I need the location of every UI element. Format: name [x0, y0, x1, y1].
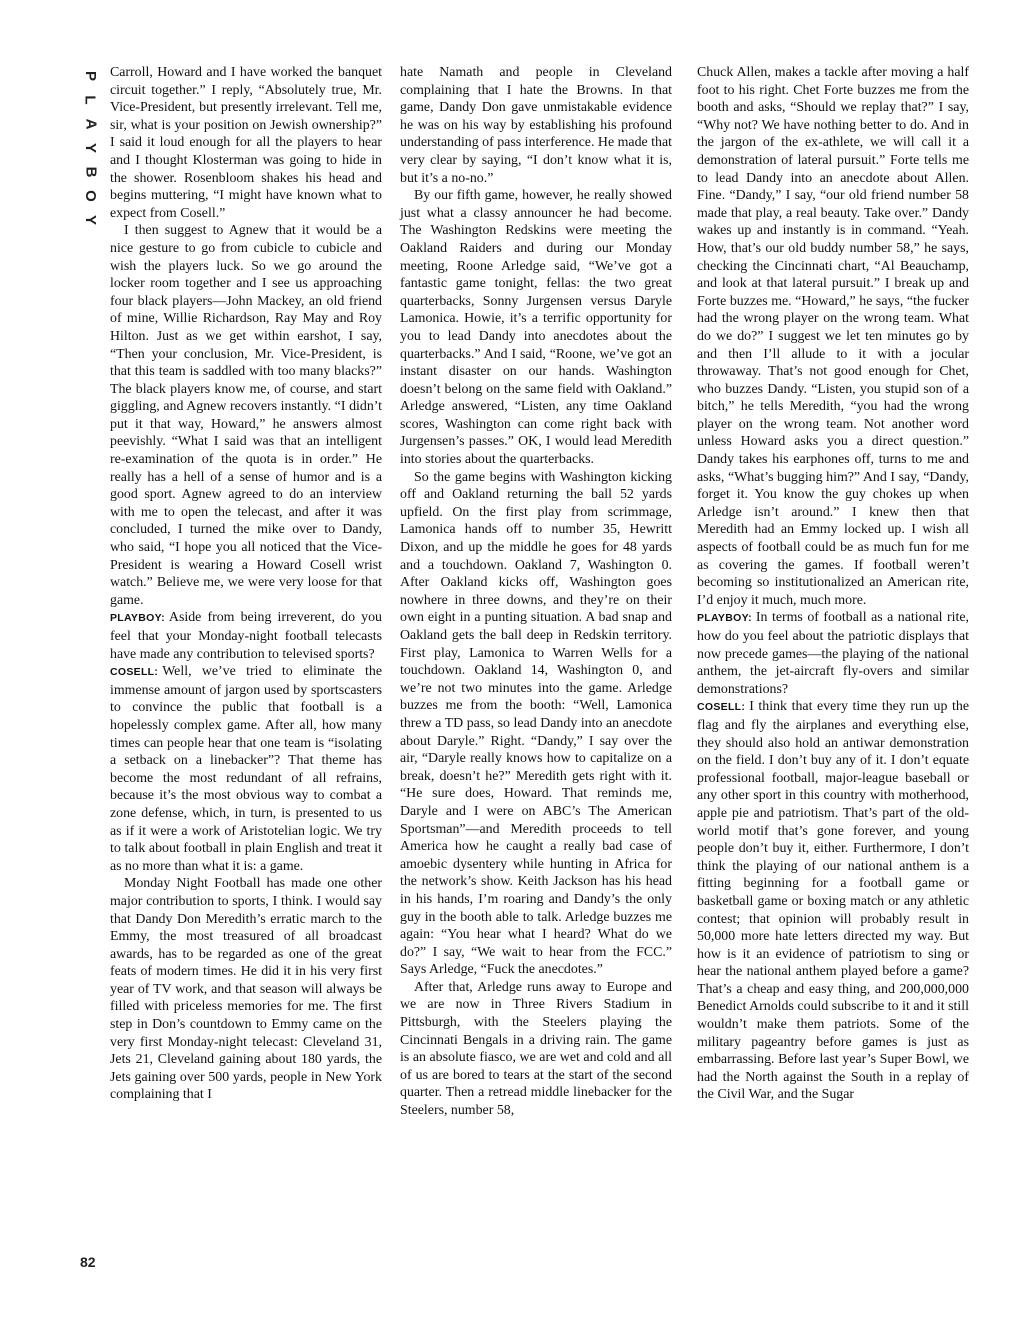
speaker-label: COSELL: [697, 701, 746, 714]
running-head-letter: P [81, 70, 99, 82]
paragraph-text: Aside from being irreverent, do you feel that your Monday-night football telecasts have made any contribution to televised sports? [110, 610, 382, 662]
paragraph-text: I then suggest to Agnew that it would be a nice gesture to go from cubicle to cubicle and wish the players luck. So we go around the locker room together and I see us approaching four black players—John Mackey, an old friend of mine, Willie Richardson, Ray May and Roy Hilton. Just as we get within earshot, I say, “Then your conclusion, Mr. Vice-President, is that this team is saddled with too many blacks?” The black players know me, of course, and start giggling, and Agnew recovers instantly. “I didn’t put it that way, Howard,” he answers almost peevishly. “What I said was that an intelligent re-examination of the quota is in order.” He really has a hell of a sense of humor and is a good sport. Agnew agreed to do an interview with me to open the telecast, and after it was concluded, I turned the mike over to Dandy, who said, “I hope you all noticed that the Vice-President is wearing a Howard Cosell wrist watch.” Believe me, we were very loose for that game. [110, 223, 382, 608]
article-paragraph [400, 979, 672, 1120]
running-head-letter: L [81, 95, 99, 105]
speaker-label: PLAYBOY: [110, 612, 165, 625]
paragraph-text: Carroll, Howard and I have worked the banquet circuit together.” I reply, “Absolutely true, Mr. Vice-President, but presently irrelevant. Tell me, sir, what is your position on Jewish ownership?” I said it loud enough for all the players to hear and I thought Klosterman was going to hide in the shower. Rosenbloom shakes his head and begins muttering, “I might have known what to expect from Cosell.” [110, 65, 382, 221]
paragraph-text: hate Namath and people in Cleveland complaining that I hate the Browns. In that game, Dandy Don gave unmistakable evidence he was on his way by establishing his profound understanding of pass interference. He made that very clear by saying, “I don’t know what it is, but it’s a no-no.” [400, 65, 672, 186]
article-paragraph [400, 187, 672, 469]
article-paragraph [400, 64, 672, 187]
paragraph-text: After that, Arledge runs away to Europe and we are now in Three Rivers Stadium in Pittsburgh, with the Steelers playing the Cincinnati Bengals in a driving rain. The game is an absolute fiasco, we are wet and cold and all of us are bored to tears at the start of the second quarter. Then a retread middle linebacker for the Steelers, number 58, [400, 979, 672, 1119]
speaker-label: COSELL: [110, 666, 159, 679]
interview-exchange [697, 698, 969, 1104]
paragraph-text: Well, we’ve tried to eliminate the immense amount of jargon used by sportscasters to convince the public that football is a hopelessly complex game. After all, how many times can people hear that one team is “isolating a setback on a linebacker”? That theme has become the most redundant of all refrains, because it’s the most obvious way to combat a zone defense, which, in turn, is presented to us as if it were a work of Aristotelian logic. We try to talk about football in plain English and treat it as no more than what it is: a game. [110, 664, 382, 874]
paragraph-text: So the game begins with Washington kicking off and Oakland returning the ball 52 yards upfield. On the first play from scrimmage, Lamonica hands off to number 35, Hewritt Dixon, and up the middle he goes for 48 yards and a touchdown. Oakland 7, Washington 0. After Oakland kicks off, Washington goes nowhere in three downs, and they’re on their own eight in a punting situation. A bad snap and Oakland gets the ball deep in Redskin territory. First play, Lamonica to Warren Wells for a touchdown. Oakland 14, Washington 0, and we’re not two minutes into the game. Arledge buzzes me from the booth: “Well, Lamonica threw a TD pass, so lead Dandy into an anecdote about Daryle.” Right. “Dandy,” I say over the air, “Daryle really knows how to capitalize on a break, doesn’t he?” Meredith gets right with it. “He sure does, Howard. That reminds me, Daryle and I were on ABC’s The American Sportsman”—and Meredith proceeds to tell America how he caught a really bad case of amoebic dysentery while hunting in Africa for the network’s show. Keith Jackson has his head in his hands, I’m roaring and Dandy’s the only guy in the booth able to talk. Arledge buzzes me again: “You hear what I heard? What do we do?” I say, “We wait to hear from the FCC.” Says Arledge, “Fuck the anecdotes.” [400, 469, 672, 978]
article-paragraph [110, 64, 382, 222]
article-column-1 [110, 64, 382, 1104]
running-head-letter: B [82, 166, 99, 178]
page-number: 82 [80, 1254, 96, 1270]
running-head-letter: O [81, 190, 99, 202]
article-column-2 [400, 64, 672, 1120]
running-head-letter: Y [81, 142, 99, 154]
running-head-letter: Y [81, 214, 99, 226]
speaker-label: PLAYBOY: [697, 612, 752, 625]
paragraph-text: Chuck Allen, makes a tackle after moving a half foot to his right. Chet Forte buzzes me from the booth and asks, “Should we replay that?” I say, “Why not? We have nothing better to do. And in the jargon of the ex-athlete, we will call it a demonstration of lateral pursuit.” Forte tells me to lead Dandy into an anecdote about Allen. Fine. “Dandy,” I say, “our old friend number 58 made that play, a real beauty. Take over.” Dandy wakes up and instantly is in command. “Yeah. How, that’s our old buddy number 58,” he says, checking the Cincinnati chart, “Al Beauchamp, and look at that lateral pursuit.” I break up and Forte buzzes me. “Howard,” he says, “the fucker had the wrong player on the wrong team. What do we do?” I suggest we let ten minutes go by and then I’ll allude to it with a jocular throwaway. That’s not good enough for Chet, who buzzes Dandy. “Listen, you stupid son of a bitch,” he tells Meredith, “you had the wrong player on the wrong team. Not another word unless Howard asks you a direct question.” Dandy takes his earphones off, turns to me and asks, “What’s bugging him?” And I say, “Dandy, forget it. You know the guy chokes up when Arledge isn’t around.” I knew then that Meredith had an Emmy locked up. I wish all aspects of football could be as much fun for me as covering the games. If football weren’t becoming so institutionalized an American rite, I’d enjoy it much, much more. [697, 65, 969, 608]
article-column-3 [697, 64, 969, 1104]
magazine-running-head [80, 64, 100, 232]
interview-exchange [110, 609, 382, 663]
article-paragraph [110, 222, 382, 609]
article-paragraph [400, 469, 672, 979]
paragraph-text: Monday Night Football has made one other major contribution to sports, I think. I would say that Dandy Don Meredith’s erratic march to the Emmy, the most treasured of all broadcast awards, has to be regarded as one of the great feats of modern times. He did it in his very first year of TV work, and that season will always be filled with priceless memories for me. The first step in Don’s countdown to Emmy came on the very first Monday-night telecast: Cleveland 31, Jets 21, Cleveland gaining about 180 yards, the Jets gaining over 500 yards, people in New York complaining that I [110, 876, 382, 1103]
interview-exchange [110, 663, 382, 875]
paragraph-text: In terms of football as a national rite, how do you feel about the patriotic displays that now precede games—the playing of the national anthem, the jet-aircraft fly-overs and similar demonstrations? [697, 610, 969, 697]
paragraph-text: I think that every time they run up the flag and fly the airplanes and everything else, they should also hold an antiwar demonstration on the field. I don’t buy any of it. I don’t equate professional football, major-league baseball or any other sport in this country with motherhood, apple pie and patriotism. That’s part of the old-world motif that’s gone forever, and young people don’t buy it, either. Furthermore, I don’t think the playing of our national anthem is a fitting beginning for a football game or basketball game or boxing match or any athletic contest; that opinion will probably result in 50,000 more hate letters directed my way. But how is it an evidence of patriotism to sing or hear the national anthem played before a game? That’s a cheap and easy thing, and 200,000,000 Benedict Arnolds could subscribe to it and it still wouldn’t make them patriots. Some of the military pageantry before games is just as embarrassing. Before last year’s Super Bowl, we had the North against the South in a replay of the Civil War, and the Sugar [697, 699, 969, 1103]
article-paragraph [110, 875, 382, 1104]
interview-exchange [697, 609, 969, 698]
running-head-letter: A [82, 118, 99, 130]
article-paragraph [697, 64, 969, 609]
paragraph-text: By our fifth game, however, he really showed just what a classy announcer he had become. The Washington Redskins were meeting the Oakland Raiders and during our Monday meeting, Roone Arledge said, “We’ve got a fantastic game tonight, fellas: the two great quarterbacks, Sonny Jurgensen versus Daryle Lamonica. Howie, it’s a terrific opportunity for you to lead Dandy into anecdotes about the quarterbacks.” And I said, “Roone, we’ve got an instant disaster on our hands. Washington doesn’t belong on the same field with Oakland.” Arledge answered, “Listen, any time Oakland scores, Washington can come right back with Jurgensen’s passes.” OK, I would lead Meredith into stories about the quarterbacks. [400, 188, 672, 468]
